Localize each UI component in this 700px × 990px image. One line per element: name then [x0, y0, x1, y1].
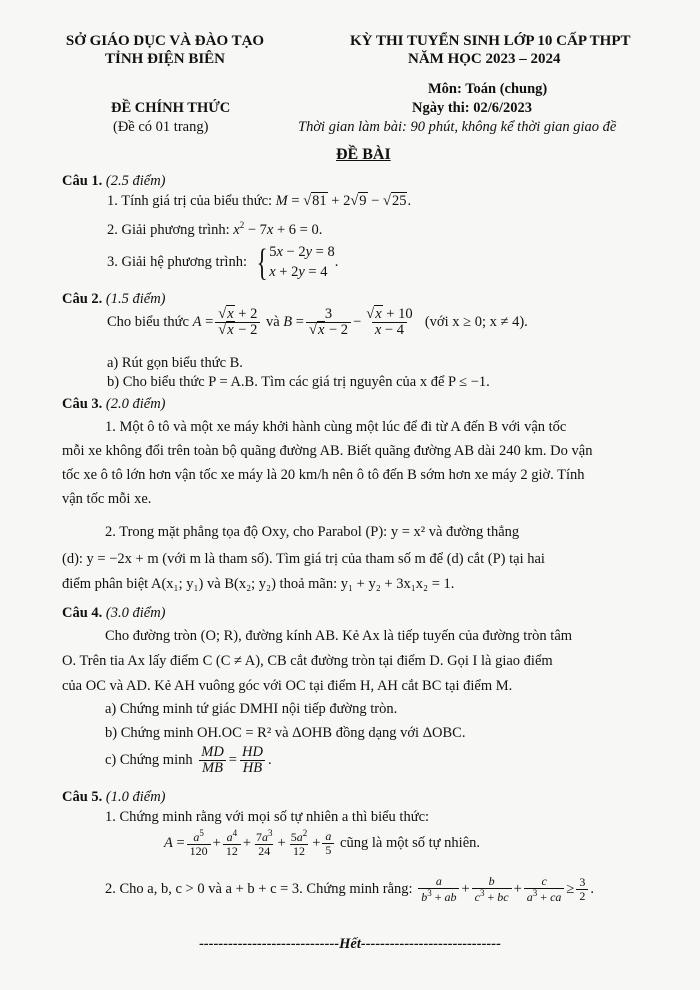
- cau3-p1-line4: vận tốc mỗi xe.: [62, 491, 152, 507]
- cau1-q1: 1. Tính giá trị của biểu thức: M = √81 + 2√9 − √25.: [107, 193, 412, 209]
- header-province: TỈNH ĐIỆN BIÊN: [104, 51, 226, 67]
- cau4-line1: Cho đường tròn (O; R), đường kính AB. Kẻ Ax là tiếp tuyến của đường tròn tâm: [105, 628, 573, 644]
- cau3-p2-line3: điểm phân biệt A(x₁; y₁) và B(x₂; y₂) thoả mãn: y₁ + y₂ + 3x₁x₂ = 1.: [62, 576, 455, 592]
- cau2-b: b) Cho biểu thức P = A.B. Tìm các giá trị nguyên của x để P ≤ −1.: [107, 374, 490, 390]
- cau1-q1-formula: M: [275, 193, 288, 209]
- page-title: ĐỀ BÀI: [336, 146, 391, 163]
- cau4-line2: O. Trên tia Ax lấy điểm C (C ≠ A), CB cắt đường tròn tại điểm D. Gọi I là giao điểm: [62, 653, 553, 669]
- header-dept: SỞ GIÁO DỤC VÀ ĐÀO TẠO: [65, 33, 265, 49]
- cau4-a: a) Chứng minh tứ giác DMHI nội tiếp đường tròn.: [105, 701, 398, 717]
- fraction-HD-HB: $\frac{HD}{HB}$: [239, 745, 266, 776]
- cau5-points: (1.0 điểm): [105, 789, 166, 805]
- cau3-p1-line3: tốc xe ô tô lớn hơn vận tốc xe máy là 20 km/h nên ô tô đến B sớm hơn xe máy 2 giờ. Tính: [62, 467, 585, 483]
- cau4-line3: của OC và AD. Kẻ AH vuông góc với OC tại điểm H, AH cắt BC tại điểm M.: [62, 678, 513, 694]
- cau4-label: Câu 4.: [62, 605, 103, 621]
- cau4-c: c) Chứng minh $\frac{MD}{MB}$ = $\frac{HD}{HB}$ .: [105, 744, 272, 777]
- cau1-q2: 2. Giải phương trình: $x^2 - 7x + 6 = 0$.: [107, 220, 323, 238]
- header-exam-date: Ngày thi: 02/6/2023: [412, 100, 533, 116]
- cau5-q1-expression: A = $\frac{a^5}{120}$ + $\frac{a^4}{12}$ + $\frac{7a^3}{24}$ + $\frac{5a^2}{12}$ + $\frac{a}{5}$ cũng là một số tự nhiên.: [164, 828, 480, 858]
- cau3-p1-line1: 1. Một ô tô và một xe máy khởi hành cùng một lúc để đi từ A đến B với vận tốc: [105, 419, 567, 435]
- fraction-B1: $\frac{3}{√x - 2}$: [306, 307, 351, 338]
- cau3-p1-line2: mỗi xe không đổi trên toàn bộ quãng đường AB. Biết quãng đường AB dài 240 km. Do vận: [62, 443, 593, 459]
- cau2-label: Câu 2.: [62, 291, 103, 307]
- header-pages-note: (Đề có 01 trang): [113, 119, 209, 135]
- header-exam-title: KỲ THI TUYỂN SINH LỚP 10 CẤP THPT: [350, 33, 631, 49]
- fraction-MD-MB: $\frac{MD}{MB}$: [198, 745, 227, 776]
- cau3-p2-line2: (d): y = −2x + m (với m là tham số). Tìm giá trị của tham số m để (d) cắt (P) tại hai: [62, 551, 545, 567]
- cau2-points: (1.5 điểm): [105, 291, 166, 307]
- cau4-b: b) Chứng minh OH.OC = R² và ΔOHB đồng dạng với ΔOBC.: [105, 725, 466, 741]
- cau1-points: (2.5 điểm): [105, 173, 166, 189]
- header-official: ĐỀ CHÍNH THỨC: [111, 100, 231, 116]
- cau2-expressions: Cho biểu thức A = $\frac{√x + 2}{√x - 2}$ và B = $\frac{3}{√x - 2}$ − $\frac{√x + 10}{x - 4}$ (với x ≥ 0; x ≠ 4).: [107, 306, 528, 339]
- cau4-points: (3.0 điểm): [105, 605, 166, 621]
- cau3-p2-line1: 2. Trong mặt phẳng tọa độ Oxy, cho Parabol (P): y = x² và đường thẳng: [105, 524, 520, 540]
- end-marker: -----------------------------Hết-----------------------------: [199, 936, 501, 952]
- fraction-B2: $\frac{√x + 10}{x - 4}$: [366, 306, 413, 339]
- cau3-heading: [62, 396, 166, 413]
- cau1-heading: [62, 173, 166, 190]
- cau1-label: Câu 1.: [62, 173, 103, 189]
- cau5-q1-tail: cũng là một số tự nhiên.: [340, 834, 480, 851]
- cau3-points: (2.0 điểm): [105, 396, 166, 412]
- cau3-label: Câu 3.: [62, 396, 103, 412]
- cau1-q3: 3. Giải hệ phương trình: { 5x − 2y = 8 x + 2y = 4 .: [107, 241, 339, 284]
- header-time-note: Thời gian làm bài: 90 phút, không kể thời gian giao đề: [298, 119, 617, 135]
- fraction-A: $\frac{√x + 2}{√x - 2}$: [215, 307, 260, 338]
- equation-system: { 5x − 2y = 8 x + 2y = 4: [256, 241, 335, 284]
- cau5-q1: 1. Chứng minh rằng với mọi số tự nhiên a thì biểu thức:: [105, 809, 430, 825]
- cau5-label: Câu 5.: [62, 789, 103, 805]
- cau5-q2: 2. Cho a, b, c > 0 và a + b + c = 3. Chứng minh rằng: $\frac{a}{b^3 + ab}$ + $\frac{b}{c^3 + bc}$ + $\frac{c}{a^3 + ca}$ ≥ $\frac{3}{2}$ .: [105, 874, 594, 904]
- cau2-heading: [62, 291, 166, 308]
- cau5-heading: [62, 789, 166, 806]
- header-school-year: NĂM HỌC 2023 – 2024: [408, 51, 561, 67]
- header-subject: Môn: Toán (chung): [428, 81, 548, 97]
- cau2-a: a) Rút gọn biểu thức B.: [107, 355, 243, 371]
- cau4-heading: [62, 605, 166, 622]
- cau2-condition: (với x ≥ 0; x ≠ 4).: [424, 314, 528, 331]
